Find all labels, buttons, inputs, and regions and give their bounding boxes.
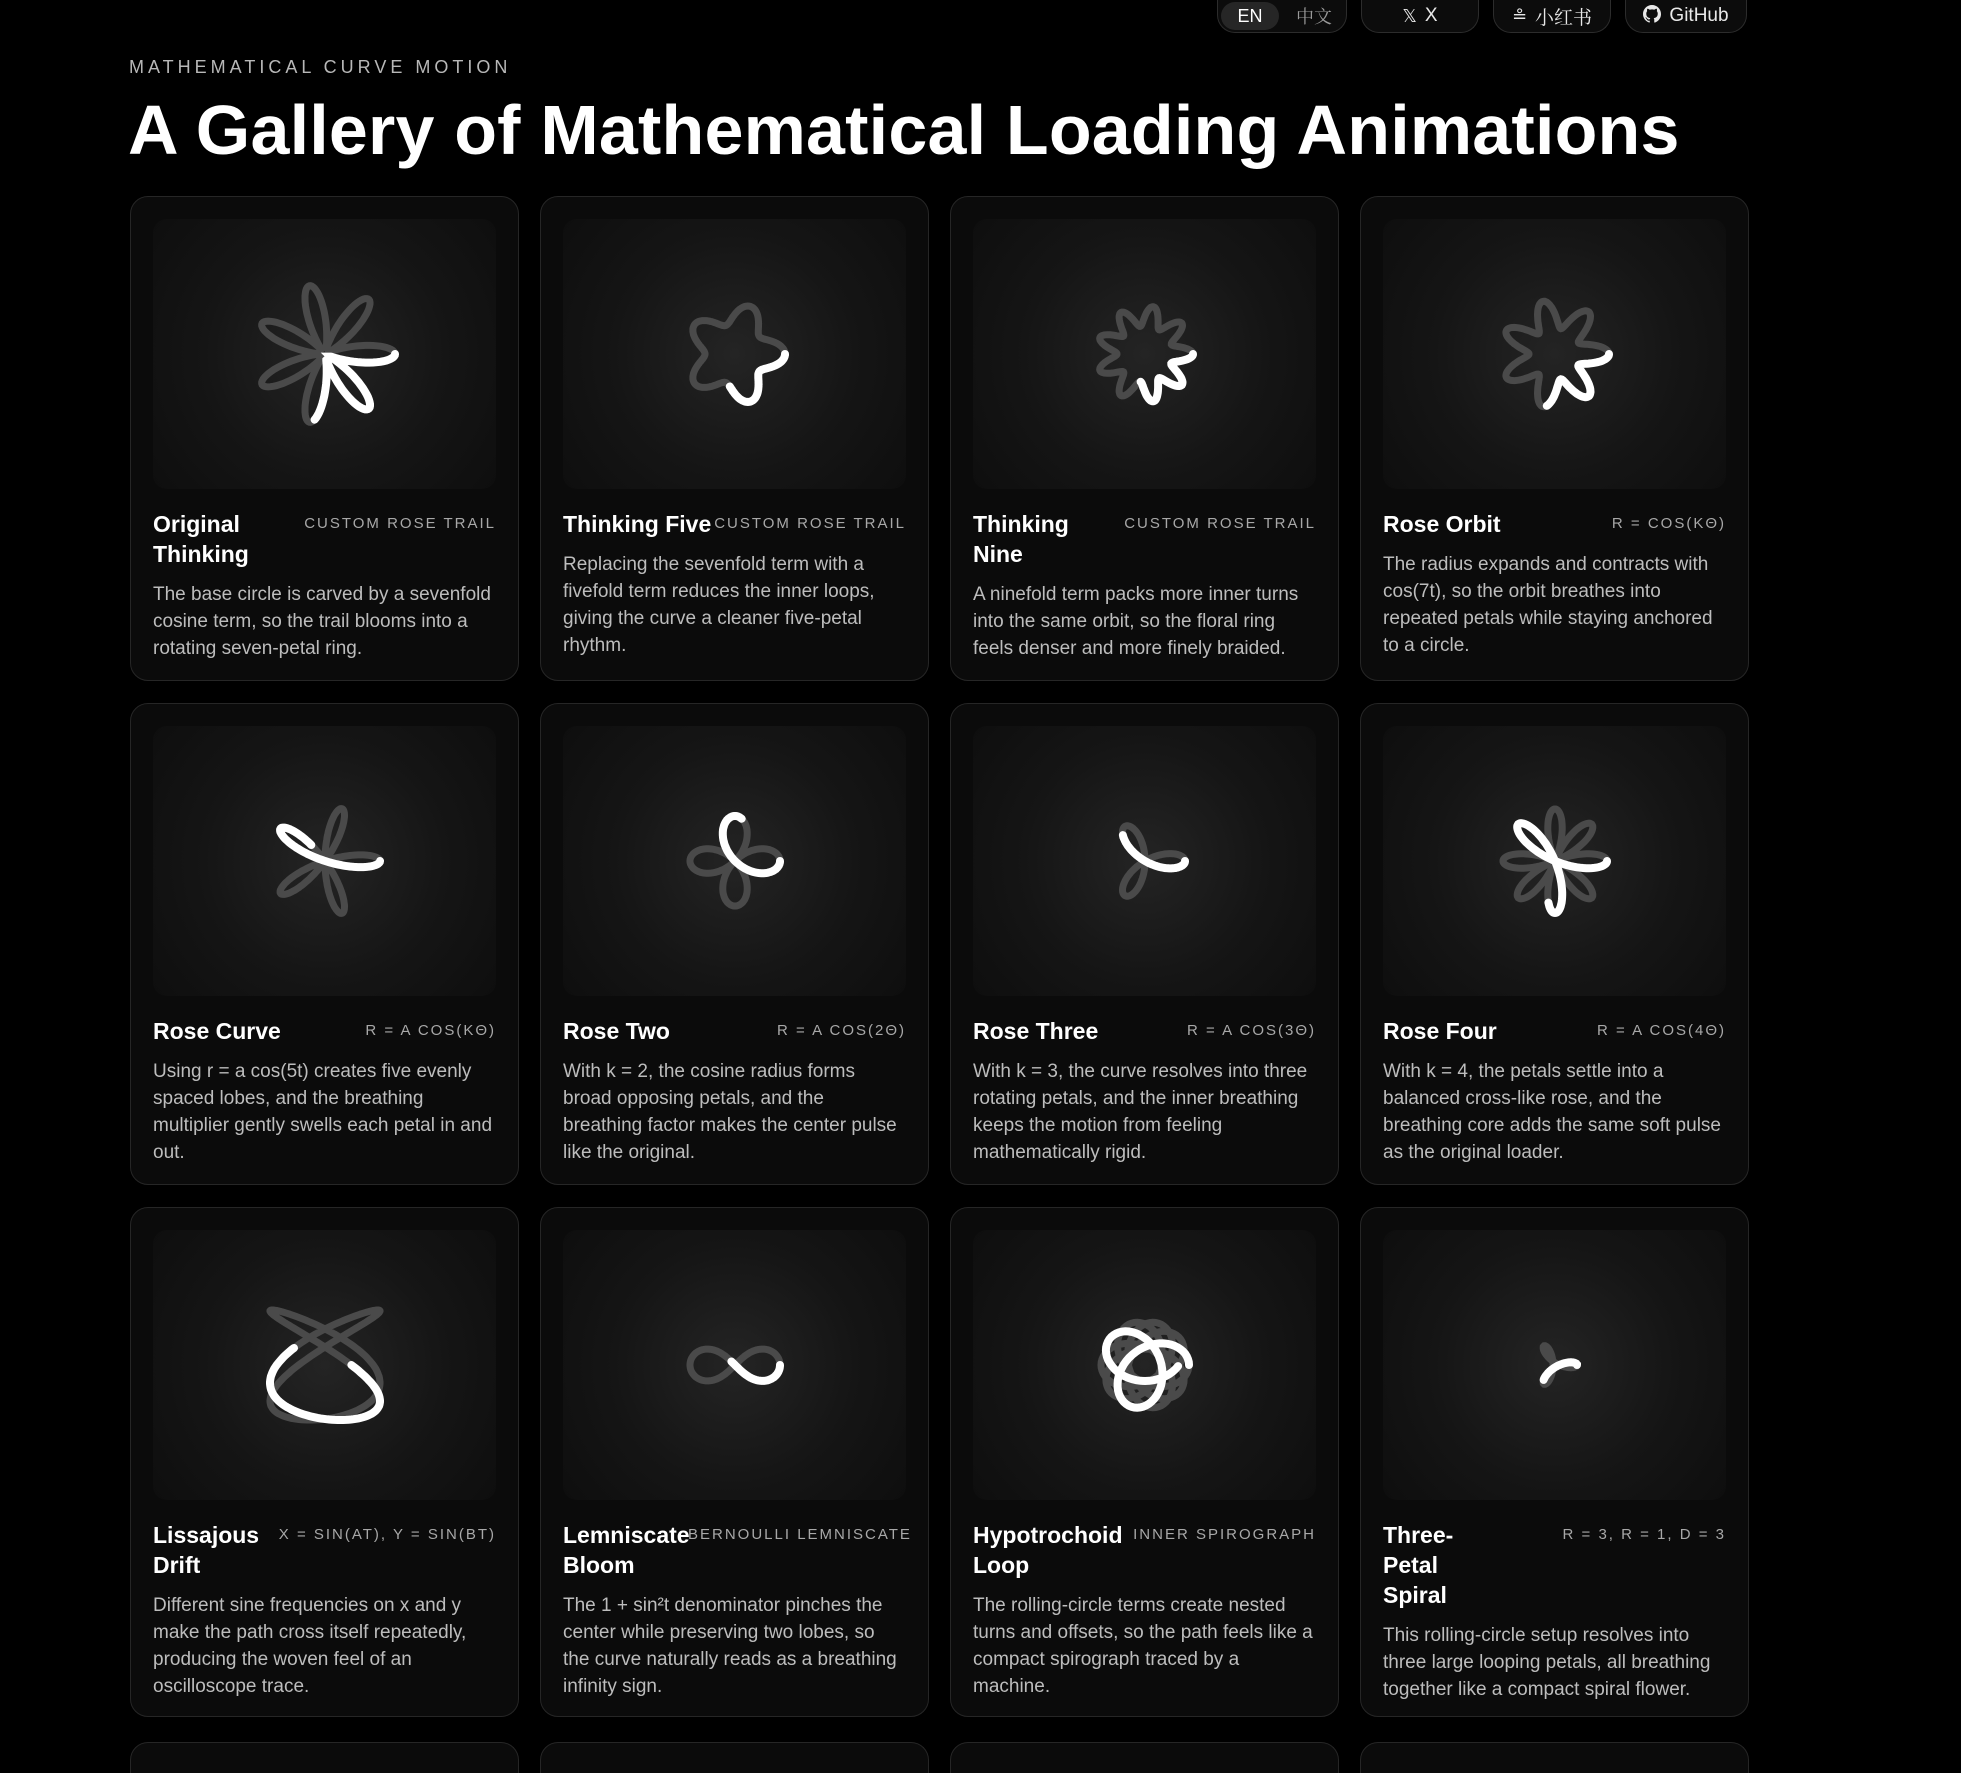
card-title: Rose Two [563, 1018, 670, 1044]
xiaohongshu-link[interactable] [1493, 0, 1611, 33]
curve-trail-path [314, 354, 394, 420]
curve-animation [635, 1265, 835, 1465]
gallery-card-partial[interactable] [130, 1742, 519, 1773]
card-title: Rose Four [1383, 1018, 1497, 1044]
animation-preview [153, 1230, 496, 1500]
card-description: Different sine frequencies on x and y make the path cross itself repeatedly, producing the woven feel of an oscilloscope trace. [153, 1595, 467, 1697]
animation-preview [973, 1230, 1316, 1500]
curve-trail-path [729, 354, 784, 402]
curve-ghost-path [692, 306, 784, 402]
card-formula: R = 3, R = 1, D = 3 [1562, 1526, 1726, 1543]
card-description: With k = 3, the curve resolves into three rotating petals, and the inner breathing keeps the motion from feeling mathematically rigid. [973, 1061, 1308, 1163]
card-title: Three-Petal Spiral [1383, 1522, 1454, 1608]
card-title: Rose Curve [153, 1018, 281, 1044]
gallery-card[interactable] [540, 1207, 929, 1717]
animation-preview [1383, 1230, 1726, 1500]
xiaohongshu-icon: ≗ [1511, 5, 1528, 26]
card-formula: R = A COS(2Θ) [777, 1022, 906, 1039]
card-formula: R = COS(KΘ) [1611, 515, 1726, 532]
animation-preview [563, 219, 906, 489]
curve-animation [225, 1265, 425, 1465]
x-link-label: X [1424, 5, 1438, 26]
page-eyebrow: MATHEMATICAL CURVE MOTION [129, 57, 512, 77]
card-formula: CUSTOM ROSE TRAIL [1124, 515, 1316, 532]
card-description: The base circle is carved by a sevenfold cosine term, so the trail blooms into a rotating seven-petal ring. [153, 584, 491, 659]
gallery-card[interactable] [950, 703, 1339, 1185]
lang-zh-option[interactable]: 中文 [1296, 7, 1332, 27]
x-logo-icon: 𝕏 [1402, 5, 1417, 26]
top-nav [1217, 0, 1747, 33]
card-formula: CUSTOM ROSE TRAIL [714, 515, 906, 532]
curve-animation [1455, 254, 1655, 454]
card-description: The rolling-circle terms create nested turns and offsets, so the path feels like a compact spirograph traced by a machine. [973, 1595, 1313, 1697]
card-description: With k = 4, the petals settle into a balanced cross-like rose, and the breathing core adds the same soft pulse as the original loader. [1383, 1061, 1721, 1163]
card-formula: R = A COS(4Θ) [1597, 1022, 1726, 1039]
curve-animation [1045, 761, 1245, 961]
animation-preview [1383, 726, 1726, 996]
card-formula: BERNOULLI LEMNISCATE [688, 1526, 912, 1543]
curve-animation [225, 254, 425, 454]
card-formula: INNER SPIROGRAPH [1133, 1526, 1316, 1543]
card-description: The radius expands and contracts with cos(7t), so the orbit breathes into repeated petals while staying anchored to a circle. [1383, 554, 1713, 656]
curve-animation [635, 254, 835, 454]
gallery-card[interactable] [130, 1207, 519, 1717]
lang-en-option[interactable]: EN [1221, 2, 1279, 30]
gallery-card[interactable] [540, 196, 929, 681]
card-formula: R = A COS(3Θ) [1187, 1022, 1316, 1039]
gallery-card[interactable] [1360, 703, 1749, 1185]
animation-preview [153, 219, 496, 489]
curve-animation [225, 761, 425, 961]
animation-preview [973, 219, 1316, 489]
github-link[interactable] [1625, 0, 1747, 33]
card-title: Hypotrochoid Loop [973, 1522, 1123, 1578]
gallery-card-partial[interactable] [1360, 1742, 1749, 1773]
animation-preview [563, 726, 906, 996]
card-description: Replacing the sevenfold term with a fivefold term reduces the inner loops, giving the curve a cleaner five-petal rhythm. [563, 554, 875, 656]
gallery-card[interactable] [1360, 196, 1749, 681]
gallery-card[interactable] [540, 703, 929, 1185]
curve-animation [1045, 254, 1245, 454]
curve-trail-path [1546, 354, 1608, 406]
gallery-card-partial[interactable] [950, 1742, 1339, 1773]
gallery-card[interactable] [130, 196, 519, 681]
card-title: Thinking Five [563, 511, 712, 537]
card-description: With k = 2, the cosine radius forms broad opposing petals, and the breathing factor makes the center pulse like the original. [563, 1061, 897, 1163]
xiaohongshu-link-label: 小红书 [1535, 7, 1593, 29]
gallery-card[interactable] [950, 196, 1339, 681]
card-title: Thinking Nine [973, 511, 1069, 567]
animation-gallery [130, 196, 1749, 1717]
card-title: Lissajous Drift [153, 1522, 260, 1578]
card-title: Lemniscate Bloom [563, 1522, 690, 1578]
card-description: Using r = a cos(5t) creates five evenly spaced lobes, and the breathing multiplier gently swells each petal in and out. [153, 1061, 493, 1163]
gallery-card[interactable] [950, 1207, 1339, 1717]
next-row-cards [130, 1742, 1749, 1773]
page-title: A Gallery of Mathematical Loading Animations [128, 91, 1680, 169]
curve-animation [1045, 1265, 1245, 1465]
card-description: A ninefold term packs more inner turns into the same orbit, so the floral ring feels denser and more finely braided. [973, 584, 1299, 659]
card-formula: R = A COS(KΘ) [365, 1022, 496, 1039]
gallery-card-partial[interactable] [540, 1742, 929, 1773]
card-formula: X = SIN(AT), Y = SIN(BT) [278, 1526, 496, 1543]
curve-trail-path [731, 1362, 780, 1381]
animation-preview [1383, 219, 1726, 489]
animation-preview [153, 726, 496, 996]
curve-animation [1455, 761, 1655, 961]
curve-animation [635, 761, 835, 961]
gallery-card[interactable] [1360, 1207, 1749, 1717]
animation-preview [563, 1230, 906, 1500]
card-formula: CUSTOM ROSE TRAIL [304, 515, 496, 532]
animation-preview [973, 726, 1316, 996]
curve-trail-path [1140, 354, 1192, 401]
x-link[interactable] [1361, 0, 1479, 33]
github-icon [1643, 5, 1661, 28]
card-title: Rose Three [973, 1018, 1099, 1044]
card-description: This rolling-circle setup resolves into three large looping petals, all breathing together like a compact spiral flower. [1383, 1625, 1711, 1700]
card-title: Original Thinking [153, 511, 249, 567]
curve-animation [1455, 1265, 1655, 1465]
card-description: The 1 + sin²t denominator pinches the center while preserving two lobes, so the curve naturally reads as a breathing infinity sign. [563, 1595, 897, 1697]
gallery-card[interactable] [130, 703, 519, 1185]
card-title: Rose Orbit [1383, 511, 1501, 537]
language-switch[interactable] [1217, 0, 1347, 33]
github-link-label: GitHub [1669, 5, 1729, 26]
